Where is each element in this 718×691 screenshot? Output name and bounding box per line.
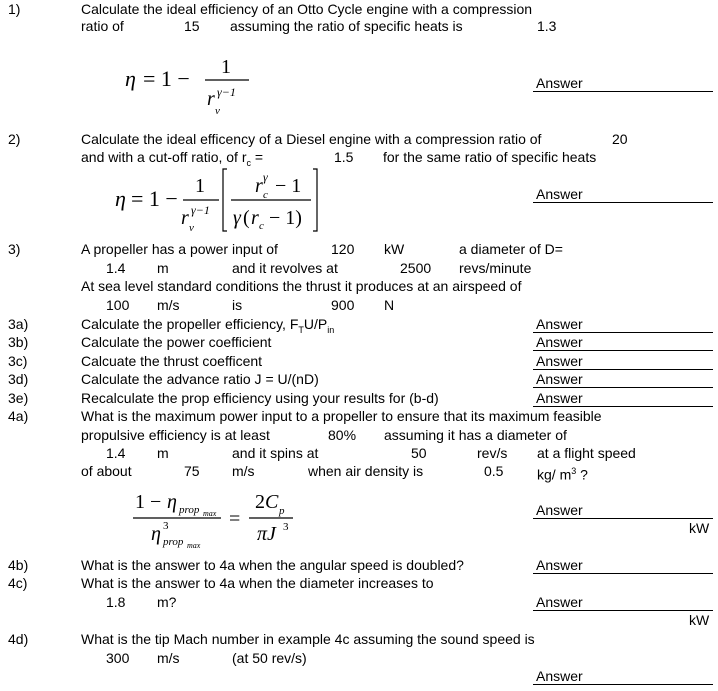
otto-efficiency-equation [125,52,275,117]
q4a-density-value: 0.5 [484,463,504,479]
svg-text:η: η [151,523,161,545]
q4a-text: What is the maximum power input to a propeller to ensure that its maximum feasible [81,408,602,424]
q4a-text: at a flight speed [537,445,636,461]
svg-text:− 1): − 1) [269,207,302,229]
q3d-text: Calculate the advance ratio J = U/(nD) [81,371,319,387]
q3-power-value: 120 [331,241,355,257]
q1-compression-value: 15 [184,18,200,34]
answer-field[interactable]: Answer [533,353,713,370]
q4a-efficiency-value: 80% [328,427,357,443]
answer-field[interactable]: Answer [533,502,713,519]
svg-text:p: p [279,505,285,517]
q4a-diameter-value: 1.4 [106,445,126,461]
answer-field[interactable]: Answer [533,594,713,611]
q3-airspeed-value: 100 [106,297,130,313]
q2-compression-value: 20 [612,131,628,147]
q3c-text: Calcuate the thrust coefficent [81,353,263,369]
svg-text:η: η [167,491,177,513]
q4a-text: assuming it has a diameter of [384,427,567,443]
q2-cutoff-value: 1.5 [334,149,354,165]
svg-text:prop: prop [179,504,200,516]
svg-text:− 1: − 1 [275,175,302,197]
question-number: 3a) [8,316,29,332]
q4b-text: What is the answer to 4a when the angular speed is doubled? [81,557,464,573]
q4a-speed-value: 75 [184,463,200,479]
svg-text:η: η [125,66,136,91]
question-number: 3d) [8,371,29,387]
svg-text:c: c [259,220,264,232]
svg-text:3: 3 [283,521,289,533]
svg-text:1: 1 [221,56,231,78]
svg-text:c: c [263,189,268,201]
q4c-answer-unit: kW [689,612,710,628]
q4a-diameter-unit: m [157,445,169,461]
q4a-text: and it spins at [232,445,319,461]
svg-text:= 1 −: = 1 − [143,66,190,91]
question-number: 4a) [8,408,29,424]
answer-field[interactable]: Answer [533,334,713,351]
svg-text:C: C [265,491,279,513]
answer-field[interactable]: Answer [533,557,713,574]
answer-field[interactable]: Answer [533,371,713,388]
question-number: 3e) [8,390,29,406]
q4d-sound-speed-unit: m/s [157,650,180,666]
q1-text: assuming the ratio of specific heats is [230,18,463,34]
propeller-efficiency-equation [133,488,303,550]
q4a-rev-unit: rev/s [477,445,508,461]
svg-text:=: = [229,508,241,530]
answer-field[interactable]: Answer [533,668,713,685]
q1-text: ratio of [81,18,124,34]
svg-text:= 1 −: = 1 − [131,186,178,211]
question-number: 3c) [8,353,28,369]
q1-text: Calculate the ideal efficiency of an Otto Cycle engine with a compression [81,1,533,17]
question-number: 3b) [8,334,29,350]
q3-thrust-value: 900 [331,297,355,313]
svg-text:γ: γ [233,207,241,229]
q4a-answer-unit: kW [689,520,710,536]
question-number: 4b) [8,557,29,573]
q3-airspeed-unit: m/s [157,297,180,313]
q3a-text: Calculate the propeller efficiency, $F_TU/P_{in}$ [81,316,335,335]
svg-text:πJ: πJ [257,523,276,545]
svg-text:max: max [203,509,217,518]
q2-text: Calculate the ideal efficency of a Diesel engine with a compression ratio of [81,131,542,147]
answer-field[interactable]: Answer [533,75,713,92]
q1-gamma-value: 1.3 [537,18,557,34]
svg-text:γ−1: γ−1 [217,85,236,99]
svg-text:γ: γ [263,170,268,184]
svg-text:3: 3 [163,520,169,532]
svg-text:v: v [189,222,194,234]
q4d-text: What is the tip Mach number in example 4c assuming the sound speed is [81,631,535,647]
q4a-text: propulsive efficiency is at least [81,427,270,443]
svg-text:1 −: 1 − [135,491,162,513]
q4a-speed-unit: m/s [232,463,255,479]
question-number: 3) [8,241,21,257]
q4c-diameter-unit: m? [157,594,177,610]
answer-field[interactable]: Answer [533,390,713,407]
svg-text:r: r [251,207,259,229]
svg-text:prop: prop [163,536,184,548]
q4a-text: when air density is [308,463,424,479]
q3-text: a diameter of D= [459,241,563,257]
question-number: 4c) [8,575,28,591]
q4c-text: What is the answer to 4a when the diameter increases to [81,575,434,591]
q3-text: is [232,297,243,313]
svg-text:2: 2 [255,491,265,513]
q3-power-unit: kW [384,241,405,257]
q4d-sound-speed-value: 300 [106,650,130,666]
svg-text:r: r [207,88,215,110]
q3-diameter-unit: m [157,260,169,276]
svg-text:1: 1 [195,175,205,197]
svg-text:r: r [255,175,263,197]
q3-thrust-unit: N [384,297,395,313]
q3-text: At sea level standard conditions the thrust it produces at an airspeed of [81,278,522,294]
svg-text:max: max [187,541,201,550]
q3e-text: Recalculate the prop efficiency using your results for (b-d) [81,390,439,406]
svg-text:r: r [181,207,189,229]
svg-text:(: ( [243,207,250,229]
q4c-diameter-value: 1.8 [106,594,126,610]
question-number: 2) [8,131,21,147]
q2-text: for the same ratio of specific heats [383,149,597,165]
q4a-text: of about [81,463,132,479]
answer-field[interactable]: Answer [533,186,713,203]
q3-diameter-value: 1.4 [106,260,126,276]
answer-field[interactable]: Answer [533,316,713,333]
svg-text:γ−1: γ−1 [191,203,210,217]
q3-text: A propeller has a power input of [81,241,278,257]
question-number: 1) [8,1,21,17]
diesel-efficiency-equation [115,165,335,235]
q2-text: and with a cut-off ratio, of $r_c$ = [81,149,264,168]
q3-rpm-value: 2500 [400,260,432,276]
q4d-text: (at 50 rev/s) [232,650,307,666]
q3-text: and it revolves at [232,260,338,276]
q4a-rev-value: 50 [411,445,427,461]
svg-text:η: η [115,186,126,211]
q3-rpm-unit: revs/minute [459,260,532,276]
svg-text:v: v [215,105,220,117]
question-number: 4d) [8,631,29,647]
q3b-text: Calculate the power coefficient [81,334,272,350]
q4a-density-unit: kg/ $m^3$ ? [537,466,588,483]
